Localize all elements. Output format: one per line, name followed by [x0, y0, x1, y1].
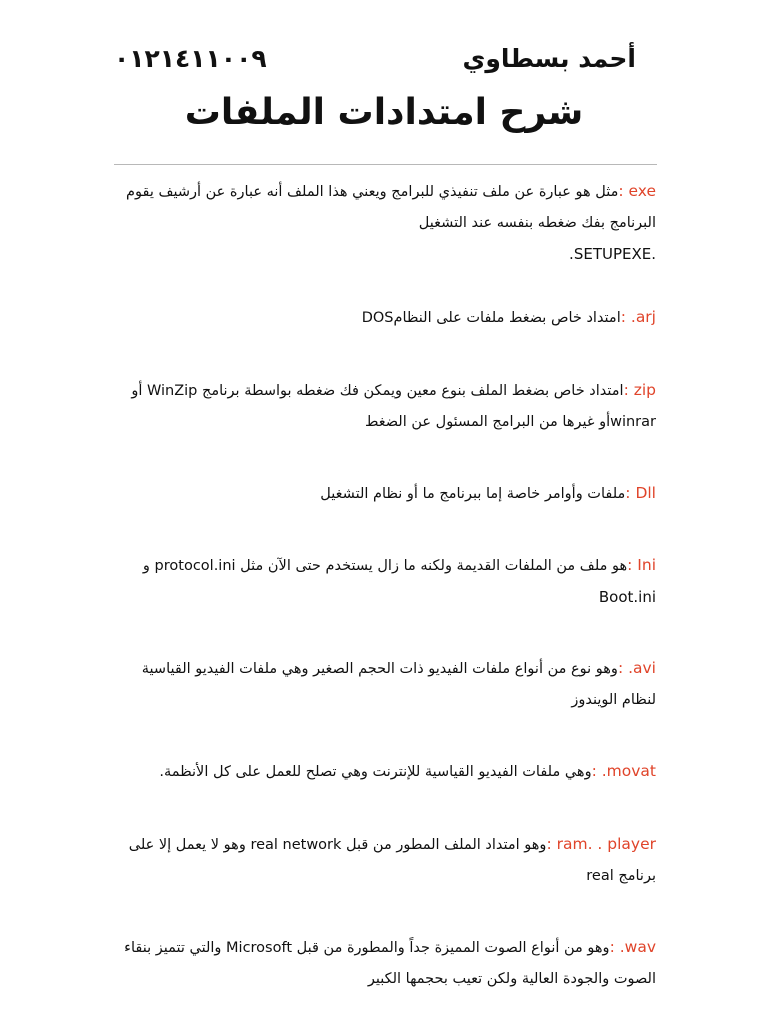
entry-avi — [106, 653, 656, 716]
entry-description: امتداد خاص بضغط ملفات على النظامDOS — [361, 310, 621, 326]
entry-wav — [106, 932, 656, 995]
entry-example: .SETUPEXE. — [569, 245, 656, 263]
entry-term: arj. : — [620, 308, 656, 326]
entry-term: Dll : — [625, 484, 656, 502]
entry-term: ram. . player : — [546, 835, 656, 853]
extension-list — [106, 176, 656, 995]
entry-description: وهو نوع من أنواع ملفات الفيديو ذات الحجم الصغير وهي ملفات الفيديو القياسية لنظام الويندوز — [141, 661, 656, 708]
entry-term: exe : — [618, 182, 656, 200]
entry-ini — [106, 550, 656, 613]
entry-zip — [106, 375, 656, 438]
entry-exe-text — [106, 176, 656, 239]
document-title: شرح امتدادات الملفات — [184, 92, 584, 133]
entry-term: avi. : — [617, 659, 656, 677]
entry-description: امتداد خاص بضغط الملف بنوع معين ويمكن فك ضغطه بواسطة برنامج WinZip أو winrarأو غيرها من البرامج المسئول عن الضغط — [131, 383, 656, 430]
divider — [114, 164, 657, 165]
entry-description: ملفات وأوامر خاصة إما ببرنامج ما أو نظام التشغيل — [320, 486, 626, 502]
entry-dll — [106, 478, 656, 510]
entry-description: وهو من أنواع الصوت المميزة جداً والمطورة من قبل Microsoft والتي تتميز بنقاء الصوت والجودة العالية ولكن تعيب بحجمها الكبير — [124, 940, 656, 987]
entry-ini-text — [106, 550, 656, 582]
phone-number: ٠١٢١٤١١٠٠٩ — [114, 44, 267, 73]
entry-exe — [106, 176, 656, 270]
author-name: أحمد بسطاوي — [462, 44, 636, 73]
entry-term: movat. : — [591, 762, 656, 780]
entry-description: هو ملف من الملفات القديمة ولكنه ما زال يستخدم حتى الآن مثل protocol.ini و — [142, 558, 628, 574]
entry-term: Ini : — [627, 556, 656, 574]
entry-term: wav. : — [609, 938, 656, 956]
entry-movat — [106, 756, 656, 788]
entry-term: zip : — [623, 381, 656, 399]
entry-description: وهو امتداد الملف المطور من قبل real network وهو لا يعمل إلا على برنامج real — [128, 837, 656, 884]
entry-ram — [106, 829, 656, 892]
entry-arj — [106, 302, 656, 334]
entry-description: مثل هو عبارة عن ملف تنفيذي للبرامج ويعني هذا الملف أنه عبارة عن أرشيف يقوم البرنامج بفك ضغطه بنفسه عند التشغيل — [126, 184, 656, 231]
entry-description: وهي ملفات الفيديو القياسية للإنترنت وهي تصلح للعمل على كل الأنظمة. — [159, 764, 592, 780]
entry-example: Boot.ini — [598, 588, 656, 606]
